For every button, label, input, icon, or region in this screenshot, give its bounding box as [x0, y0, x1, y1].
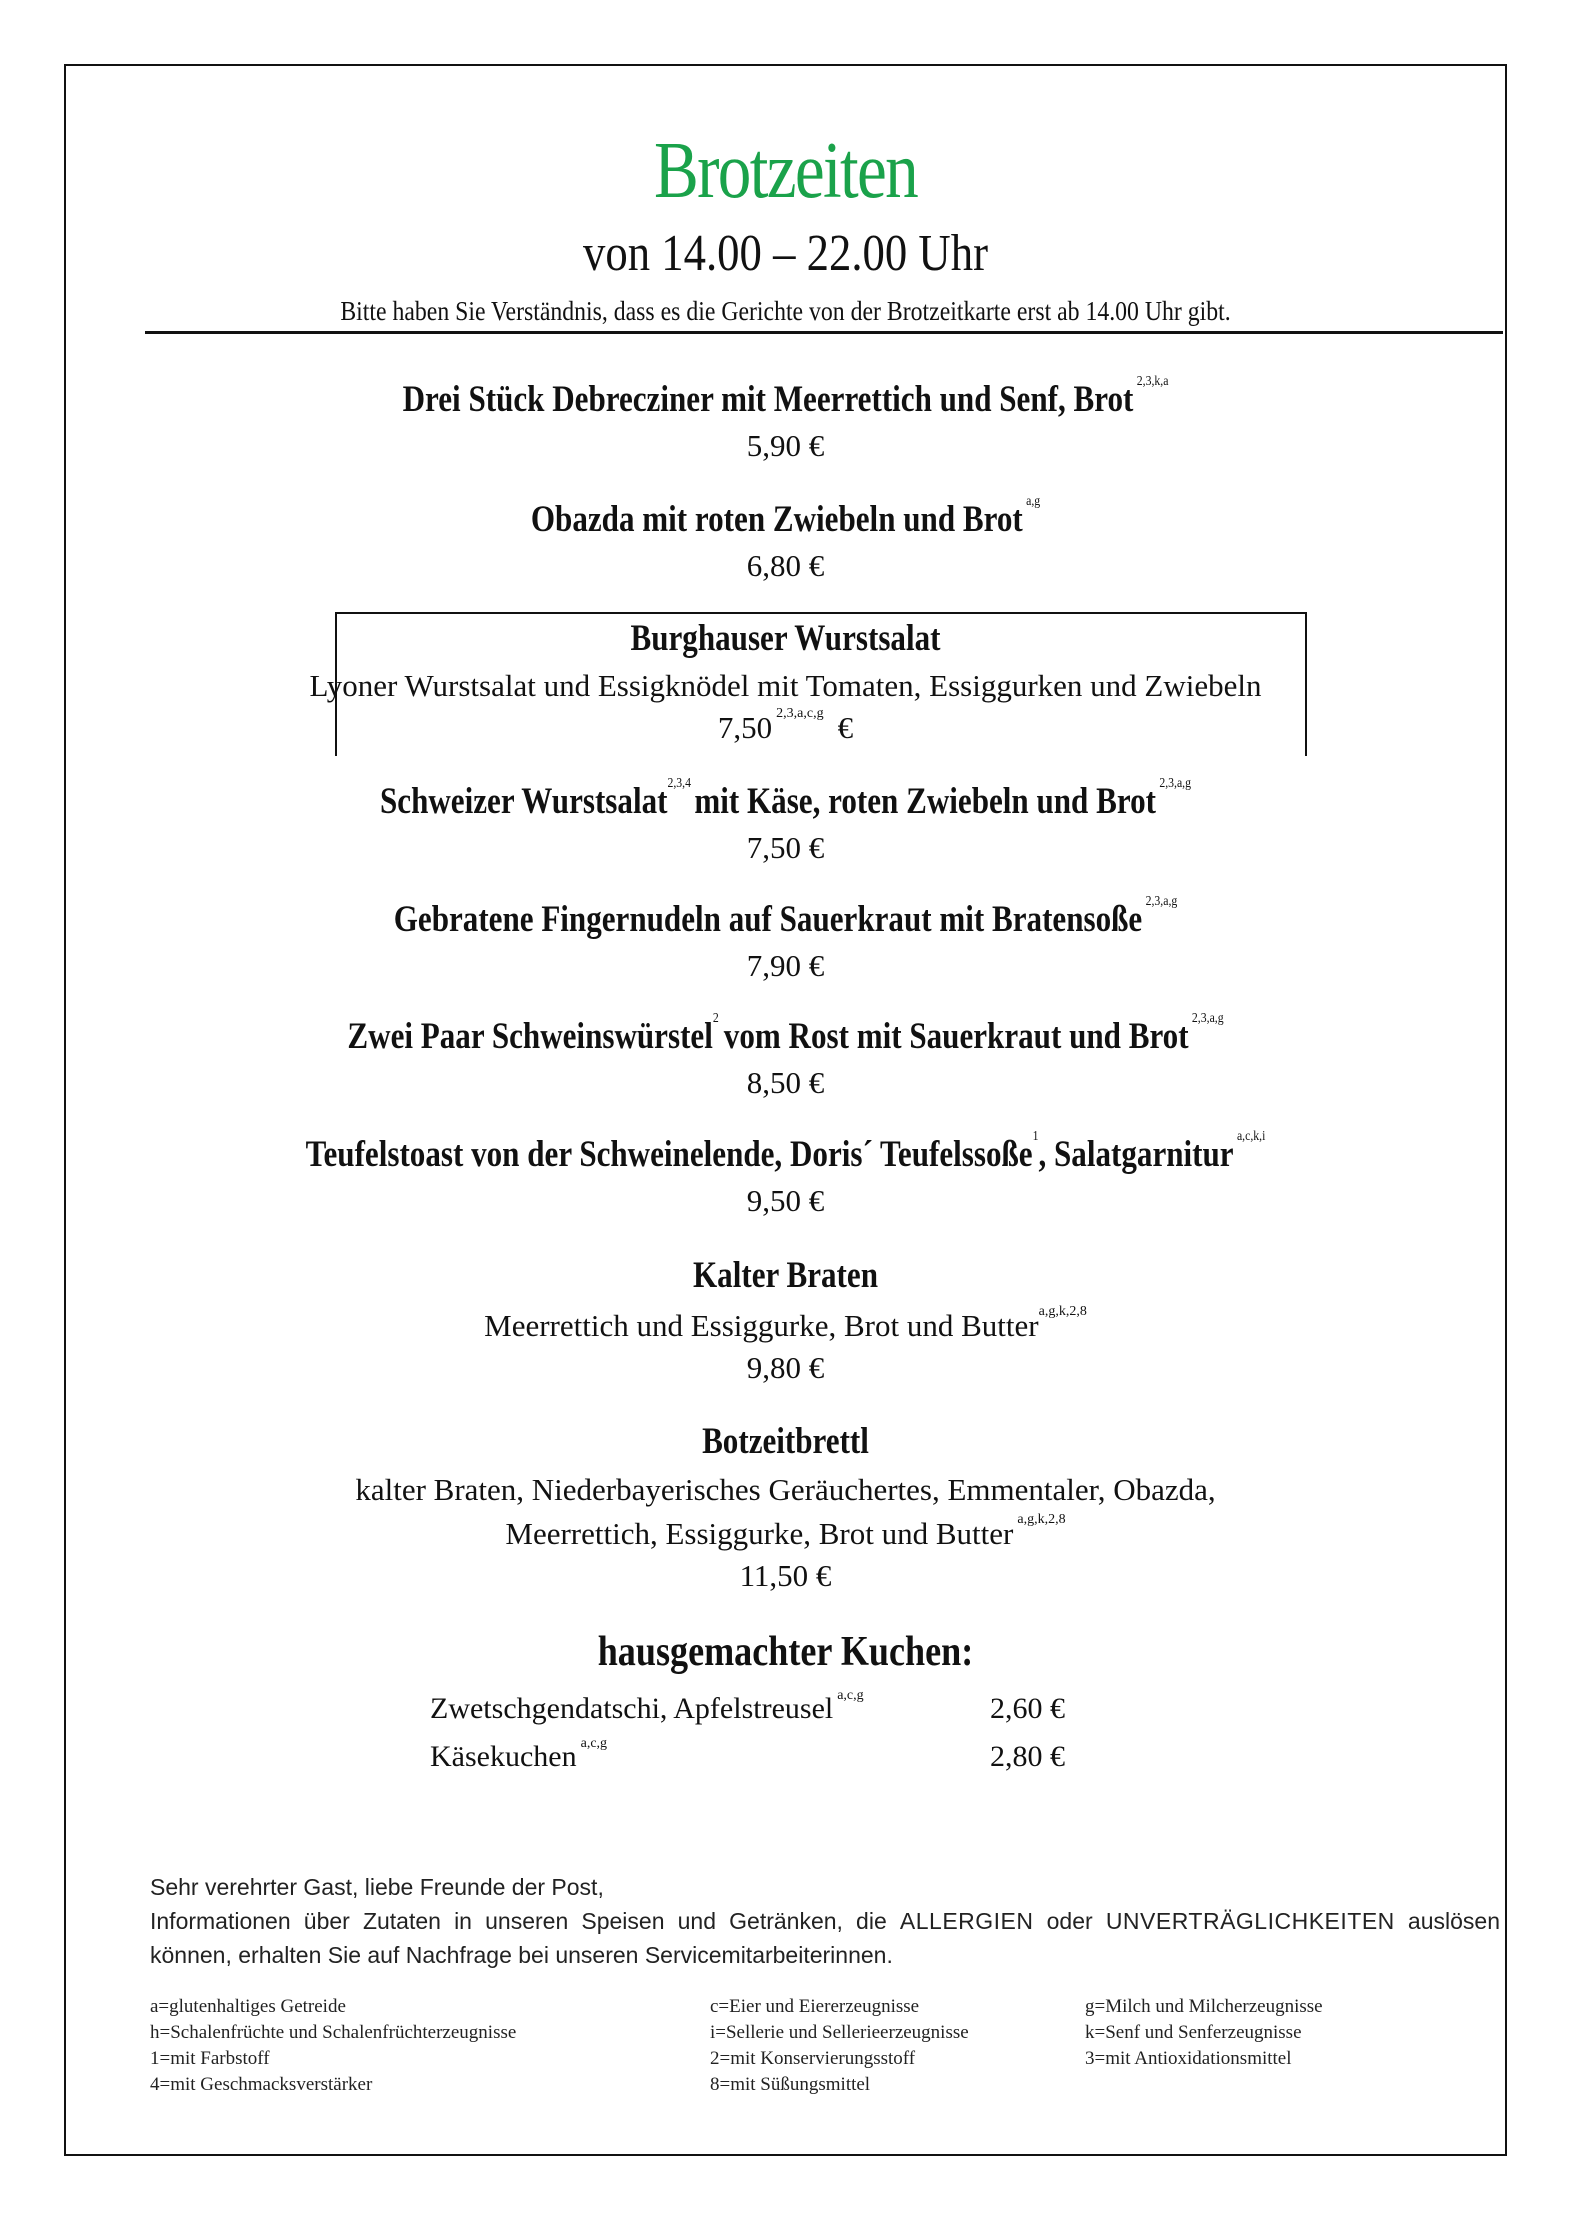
dish-title: Drei Stück Debrecziner mit Meerrettich und Senf, Brot $^{2,3,k,a}$ — [402, 374, 1169, 420]
legend-entry: a=glutenhaltiges Getreide — [150, 1996, 346, 2017]
dish-title: Kalter Braten — [692, 1255, 878, 1296]
dish-price: 9,80 € — [746, 1350, 825, 1385]
dish-title: Obazda mit roten Zwiebeln und Brot $^{a,g}$ — [530, 494, 1041, 540]
dish-price: 8,50 € — [746, 1065, 825, 1100]
legend-entry: 3=mit Antioxidationsmittel — [1085, 2048, 1292, 2069]
dish-price: 6,80 € — [746, 548, 825, 583]
dish-price: 5,90 € — [746, 428, 825, 463]
dish-description: Meerrettich, Essiggurke, Brot und Butter $^{a,g,k,2,8}$ — [505, 1512, 1066, 1551]
dish-price: 11,50 € — [739, 1558, 832, 1593]
footer-allergy-info: Informationen über Zutaten in unseren Speisen und Getränken, die ALLERGIEN oder UNVERTRÄGLICHKEITEN auslösen — [150, 1908, 1500, 1934]
legend-entry: h=Schalenfrüchte und Schalenfrüchterzeugnisse — [150, 2022, 517, 2043]
dish-title: Teufelstoast von der Schweinelende, Doris´ Teufelssoße$^1$, Salatgarnitur $^{a,c,k,i}$ — [305, 1129, 1266, 1175]
dish-title: Botzeitbrettl — [702, 1421, 869, 1462]
hours-notice: Bitte haben Sie Verständnis, dass es die Gerichte von der Brotzeitkarte erst ab 14.00 Uhr gibt. — [340, 296, 1231, 326]
footer-allergy-info-cont: können, erhalten Sie auf Nachfrage bei unseren Servicemitarbeiterinnen. — [150, 1942, 893, 1968]
opening-hours: von 14.00 – 22.00 Uhr — [583, 225, 988, 282]
dish-description: Meerrettich und Essiggurke, Brot und Butter$^{a,g,k,2,8}$ — [484, 1304, 1087, 1343]
dish-description: kalter Braten, Niederbayerisches Geräuchertes, Emmentaler, Obazda, — [355, 1472, 1216, 1507]
legend-entry: g=Milch und Milcherzeugnisse — [1085, 1996, 1323, 2017]
legend-entry: 4=mit Geschmacksverstärker — [150, 2074, 373, 2095]
dish-price: 9,50 € — [746, 1183, 825, 1218]
dish-title: Burghauser Wurstsalat — [630, 618, 941, 659]
cakes-heading: hausgemachter Kuchen: — [597, 1629, 974, 1675]
dish-title: Zwei Paar Schweinswürstel$^2$ vom Rost mit Sauerkraut und Brot $^{2,3,a,g}$ — [347, 1011, 1224, 1057]
dish-price: 7,90 € — [746, 948, 825, 983]
legend-entry: 1=mit Farbstoff — [150, 2048, 270, 2069]
legend-entry: 8=mit Süßungsmittel — [710, 2074, 871, 2095]
dish-title: Schweizer Wurstsalat$^{2,3,4}$mit Käse, roten Zwiebeln und Brot $^{2,3,a,g}$ — [379, 776, 1192, 822]
footer-greeting: Sehr verehrter Gast, liebe Freunde der Post, — [150, 1874, 604, 1900]
dish-price: 7,50 € — [746, 830, 825, 865]
legend-entry: c=Eier und Eiererzeugnisse — [710, 1996, 920, 2017]
dish-description: Lyoner Wurstsalat und Essigknödel mit Tomaten, Essiggurken und Zwiebeln — [309, 668, 1262, 703]
legend-entry: i=Sellerie und Sellerieerzeugnisse — [710, 2022, 969, 2043]
legend-entry: k=Senf und Senferzeugnisse — [1085, 2022, 1302, 2043]
header-divider — [145, 331, 1503, 334]
legend-entry: 2=mit Konservierungsstoff — [710, 2048, 916, 2069]
menu-title: Brotzeiten — [653, 127, 918, 215]
dish-title: Gebratene Fingernudeln auf Sauerkraut mit Bratensoße $^{2,3,a,g}$ — [393, 894, 1178, 940]
dish-price: 7,50 $^{2,3,a,c,g}$ € — [717, 706, 854, 745]
